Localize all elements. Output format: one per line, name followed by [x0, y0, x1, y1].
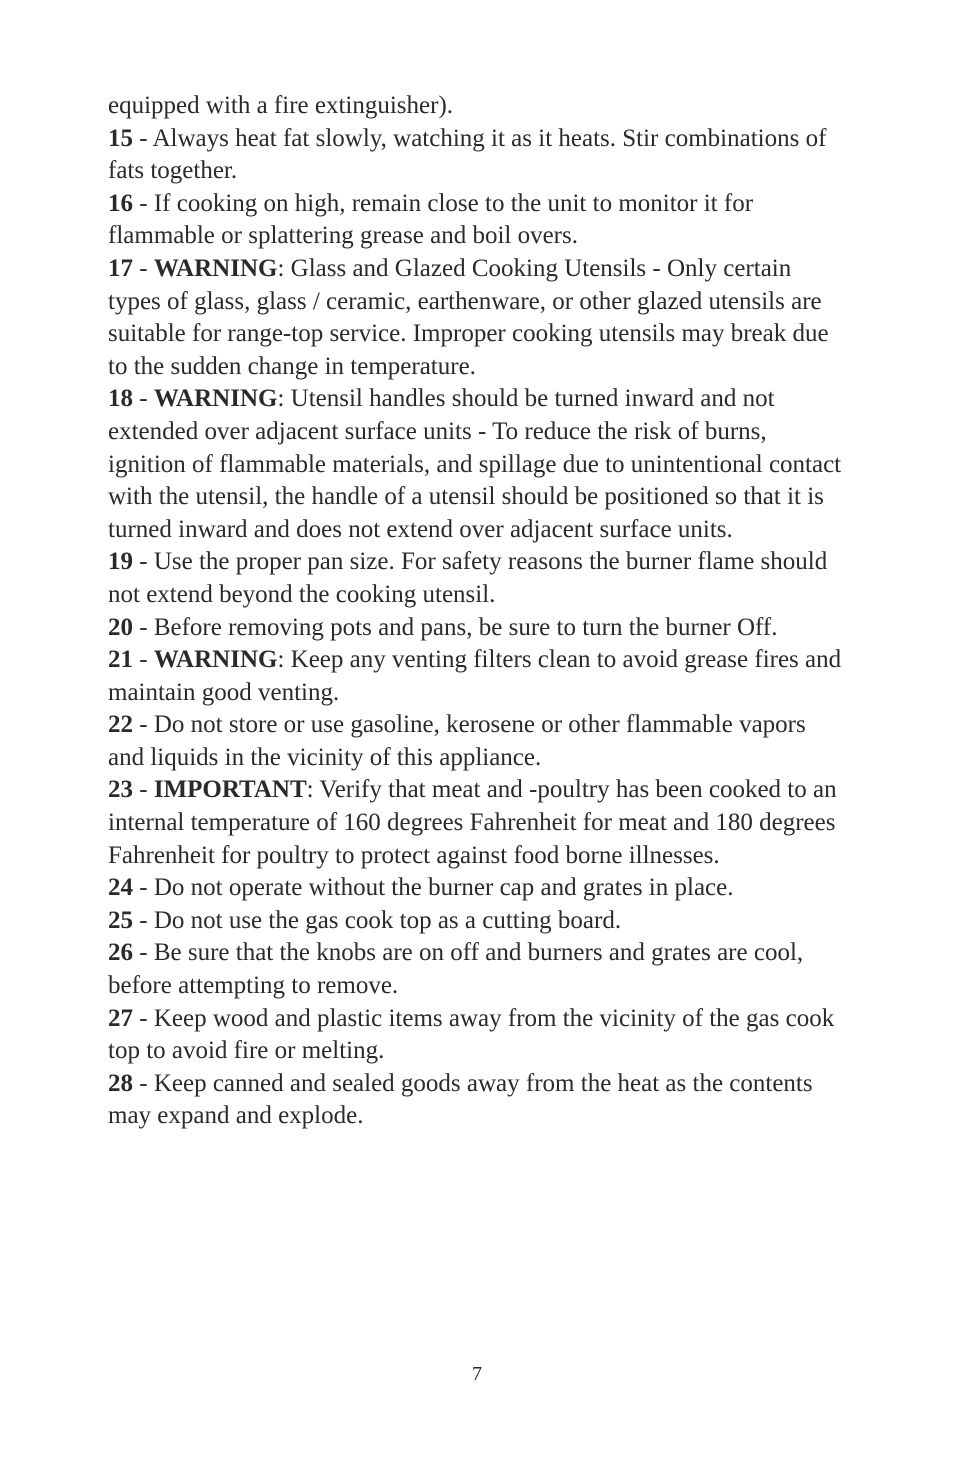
item-text: Use the proper pan size. For safety reasons the burner flame should not extend beyond the cooking utensil. [108, 548, 828, 608]
item-15 [108, 123, 848, 188]
item-keyword: WARNING [153, 385, 278, 413]
item-text: Be sure that the knobs are on off and burners and grates are cool, before attempting to remove. [108, 939, 804, 1000]
item-26 [108, 937, 848, 1002]
item-separator: - [133, 939, 154, 967]
item-colon: : [277, 646, 291, 674]
item-23 [108, 774, 848, 872]
item-text: If cooking on high, remain close to the unit to monitor it for flammable or splattering grease and boil overs. [108, 189, 754, 250]
item-number: 27 [108, 1004, 133, 1032]
item-number: 23 [108, 776, 133, 804]
item-separator: - [133, 711, 154, 739]
item-text: Do not use the gas cook top as a cutting board. [153, 906, 622, 934]
item-24 [108, 872, 848, 905]
item-22 [108, 709, 848, 774]
item-number: 26 [108, 939, 133, 967]
item-27 [108, 1003, 848, 1068]
item-number: 20 [108, 613, 133, 641]
item-separator: - [133, 189, 154, 217]
item-number: 17 [108, 254, 133, 282]
item-separator: - [133, 385, 154, 413]
item-20 [108, 612, 848, 645]
item-separator: - [133, 124, 153, 152]
item-21 [108, 644, 848, 709]
item-number: 28 [108, 1069, 133, 1097]
item-separator: - [133, 906, 154, 934]
item-number: 18 [108, 385, 133, 413]
item-separator: - [133, 776, 154, 804]
item-colon: : [306, 776, 320, 804]
item-keyword: WARNING [153, 646, 278, 674]
item-text: Before removing pots and pans, be sure to turn the burner Off. [153, 613, 778, 641]
item-number: 19 [108, 548, 133, 576]
item-text: Keep canned and sealed goods away from the heat as the contents may expand and explode. [108, 1069, 813, 1130]
item-separator: - [133, 1069, 154, 1097]
item-separator: - [133, 646, 154, 674]
item-separator: - [133, 613, 154, 641]
item-colon: : [277, 254, 291, 282]
item-text: Keep wood and plastic items away from the vicinity of the gas cook top to avoid fire or melting. [108, 1004, 835, 1065]
item-19 [108, 546, 848, 611]
continuation-text: equipped with a fire extinguisher). [108, 92, 454, 119]
item-text: Keep any venting filters clean to avoid grease fires and maintain good venting. [108, 646, 842, 706]
item-16 [108, 188, 848, 253]
item-17 [108, 253, 848, 383]
item-28 [108, 1068, 848, 1133]
item-separator: - [133, 548, 154, 576]
item-25 [108, 905, 848, 938]
item-separator: - [133, 874, 154, 902]
item-number: 22 [108, 711, 133, 739]
item-text: Verify that meat and -poultry has been cooked to an internal temperature of 160 degrees Fahrenheit for meat and 180 degrees Fahrenheit for poultry to protect against food borne illnesses. [108, 776, 837, 869]
item-number: 16 [108, 189, 133, 217]
item-keyword: WARNING [153, 254, 278, 282]
item-text: Glass and Glazed Cooking Utensils - Only certain types of glass, glass / ceramic, earthenware, or other glazed utensils are suitable for range-top service. Improper cooking utensils may break due to the sudden change in temperature. [108, 254, 829, 380]
item-number: 25 [108, 906, 133, 934]
item-number: 15 [108, 124, 133, 152]
item-keyword: IMPORTANT [153, 776, 307, 804]
item-number: 24 [108, 874, 133, 902]
item-text: Always heat fat slowly, watching it as it heats. Stir combinations of fats together. [108, 124, 827, 185]
item-separator: - [133, 254, 154, 282]
item-separator: - [133, 1004, 154, 1032]
item-colon: : [277, 385, 291, 413]
item-number: 21 [108, 646, 133, 674]
item-18 [108, 383, 848, 546]
item-text: Utensil handles should be turned inward and not extended over adjacent surface units - To reduce the risk of burns, ignition of flammable materials, and spillage due to unintentional contact with the utensil, the handle of a utensil should be positioned so that it is turned inward and does not extend over adjacent surface units. [108, 385, 842, 543]
document-body [108, 90, 848, 1133]
item-text: Do not operate without the burner cap and grates in place. [153, 874, 734, 902]
item-text: Do not store or use gasoline, kerosene or other flammable vapors and liquids in the vicinity of this appliance. [108, 711, 806, 771]
page-number: 7 [472, 1363, 482, 1385]
